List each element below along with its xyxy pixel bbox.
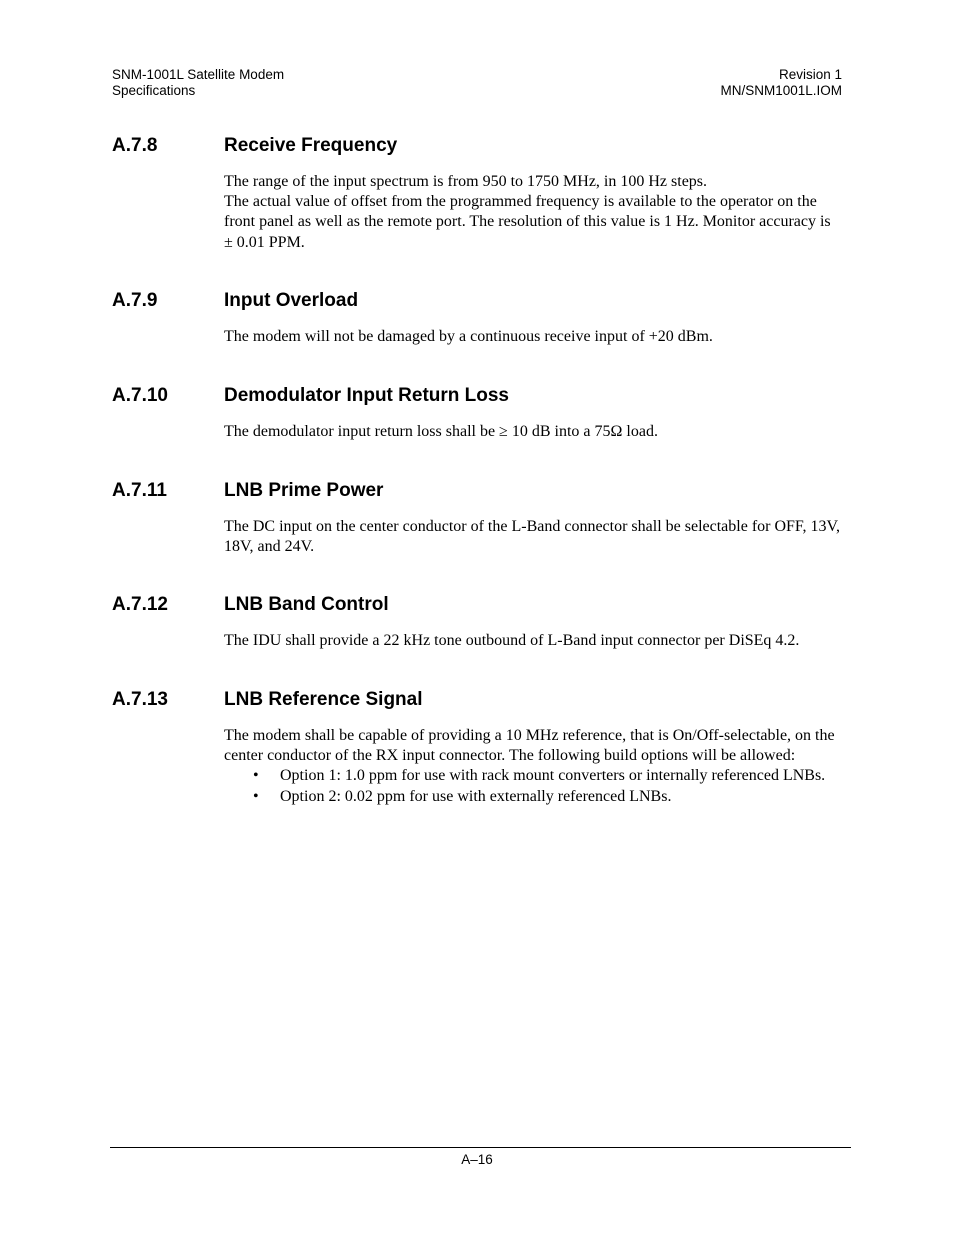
section-body: [224, 726, 842, 807]
page-number: A–16: [461, 1152, 493, 1167]
section-lnb-prime-power: [112, 480, 842, 557]
document-id: MN/SNM1001L.IOM: [720, 83, 842, 98]
list-item: [224, 787, 842, 807]
section-body: [224, 631, 842, 651]
section-number: A.7.8: [112, 135, 158, 156]
paragraph: The modem shall be capable of providing a 10 MHz reference, that is On/Off-selectable, on the center conductor of the RX input connector. The following build options will be allowed:: [224, 727, 835, 765]
section-number: A.7.13: [112, 689, 168, 710]
section-title: Demodulator Input Return Loss: [224, 385, 509, 406]
section-body: [224, 422, 842, 442]
section-heading: [112, 594, 842, 616]
paragraph: The actual value of offset from the programmed frequency is available to the operator on the front panel as well as the remote port. The resolution of this value is 1 Hz. Monitor accuracy is ± 0.01 PPM.: [224, 193, 831, 251]
section-lnb-reference-signal: [112, 689, 842, 807]
section-heading: [112, 385, 842, 407]
section-heading: [112, 689, 842, 711]
section-title: Receive Frequency: [224, 135, 398, 156]
document-subtitle: Specifications: [112, 83, 196, 98]
section-input-overload: [112, 290, 842, 347]
section-demodulator-input-return-loss: [112, 385, 842, 442]
bullet-icon: •: [253, 767, 259, 785]
section-title: LNB Prime Power: [224, 480, 384, 501]
list-item: [224, 766, 842, 786]
header-left: [112, 67, 284, 99]
list-item-text: Option 2: 0.02 ppm for use with externally referenced LNBs.: [280, 787, 672, 805]
section-body: [224, 327, 842, 347]
section-number: A.7.10: [112, 385, 168, 406]
paragraph: The IDU shall provide a 22 kHz tone outbound of L-Band input connector per DiSEq 4.2.: [224, 632, 800, 649]
section-title: Input Overload: [224, 290, 359, 311]
section-heading: [112, 290, 842, 312]
bullet-list: [224, 766, 842, 806]
section-title: LNB Band Control: [224, 594, 389, 615]
section-number: A.7.12: [112, 594, 168, 615]
header-right: [720, 67, 842, 99]
section-heading: [112, 480, 842, 502]
document-title: SNM-1001L Satellite Modem: [112, 67, 285, 82]
paragraph: The demodulator input return loss shall be ≥ 10 dB into a 75Ω load.: [224, 423, 658, 440]
revision-label: Revision 1: [778, 67, 842, 82]
footer-divider: [110, 1147, 851, 1148]
section-body: [224, 517, 842, 557]
section-number: A.7.11: [112, 480, 167, 501]
section-lnb-band-control: [112, 594, 842, 651]
section-title: LNB Reference Signal: [224, 689, 423, 710]
bullet-icon: •: [253, 787, 259, 805]
list-item-text: Option 1: 1.0 ppm for use with rack mount converters or internally referenced LNBs.: [280, 767, 826, 785]
section-number: A.7.9: [112, 290, 158, 311]
section-heading: [112, 135, 842, 157]
section-body: [224, 172, 842, 253]
section-receive-frequency: [112, 135, 842, 253]
paragraph: The modem will not be damaged by a continuous receive input of +20 dBm.: [224, 328, 713, 345]
paragraph: The DC input on the center conductor of the L-Band connector shall be selectable for OFF, 13V, 18V, and 24V.: [224, 518, 841, 556]
paragraph: The range of the input spectrum is from 950 to 1750 MHz, in 100 Hz steps.: [224, 173, 708, 190]
